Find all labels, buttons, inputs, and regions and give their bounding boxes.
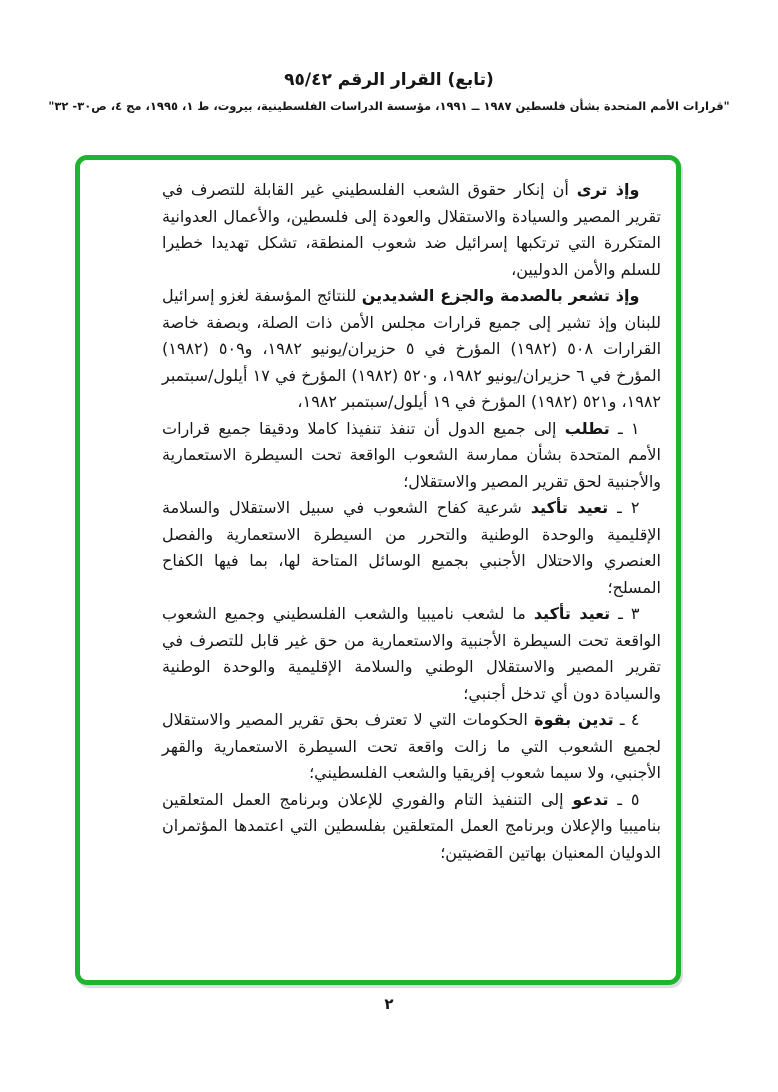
paragraph-body: شرعية كفاح الشعوب في سبيل الاستقلال والسلامة الإقليمية والوحدة الوطنية والتحرر من السيطرة الاستعمارية والفصل العنصري والاحتلال الأجنبي بجميع الوسائل المتاحة لها، بما فيها الكفاح المسلح؛ — [162, 498, 661, 597]
paragraph-lead: تدين بقوة — [534, 710, 614, 729]
document-header — [0, 70, 778, 113]
paragraph-lead: تعيد تأكيد — [530, 498, 609, 517]
preamble-paragraph — [162, 177, 661, 283]
operative-paragraph-5 — [162, 787, 661, 867]
source-citation: "قرارات الأمم المتحدة بشأن فلسطين ١٩٨٧ ــ ١٩٩١، مؤسسة الدراسات الفلسطينية، بيروت، ط ١، ١٩٩٥، مج ٤، ص٣٠- ٣٢" — [48, 99, 730, 113]
paragraph-number: ٢ ـ — [608, 498, 640, 517]
page-title: (تابع) القرار الرقم ٩٥/٤٢ — [284, 70, 494, 90]
operative-paragraph-2 — [162, 495, 661, 601]
paragraph-number: ٣ ـ — [610, 604, 640, 623]
paragraph-lead: وإذ ترى — [576, 180, 640, 199]
operative-paragraph-3 — [162, 601, 661, 707]
preamble-paragraph — [162, 283, 661, 416]
paragraph-number: ١ ـ — [609, 418, 640, 438]
paragraph-body: للنتائج المؤسفة لغزو إسرائيل للبنان وإذ تشير إلى جميع قرارات مجلس الأمن ذات الصلة، وبصفة خاصة القرارات ٥٠٨ (١٩٨٢) المؤرخ في ٥ حزيران/يونيو ١٩٨٢، و٥٠٩ (١٩٨٢) المؤرخ في ٦ حزيران/يونيو ١٩٨٢، و٥٢٠ (١٩٨٢) المؤرخ في ١٧ أيلول/سبتمبر ١٩٨٢، و٥٢١ (١٩٨٢) المؤرخ في ١٩ أيلول/سبتمبر ١٩٨٢، — [162, 286, 662, 411]
paragraph-lead: وإذ تشعر بالصدمة والجزع الشديدين — [361, 286, 640, 305]
page-number: ٢ — [384, 995, 394, 1013]
paragraph-number: ٤ ـ — [613, 710, 640, 729]
document-footer — [0, 995, 778, 1013]
paragraph-body: الحكومات التي لا تعترف بحق تقرير المصير والاستقلال لجميع الشعوب التي ما زالت واقعة تحت السيطرة الاستعمارية والقهر الأجنبي، ولا سيما شعوب إفريقيا والشعب الفلسطيني؛ — [162, 710, 661, 782]
paragraph-number: ٥ ـ — [608, 789, 640, 809]
paragraph-lead: تعيد تأكيد — [533, 604, 611, 623]
paragraph-lead: تدعو — [572, 789, 609, 809]
operative-paragraph-4 — [162, 707, 661, 787]
paragraph-body: ما لشعب ناميبيا والشعب الفلسطيني وجميع الشعوب الواقعة تحت السيطرة الأجنبية والاستعمارية من حق غير قابل للتصرف في تقرير المصير والاستقلال الوطني والسلامة الإقليمية والوحدة الوطنية والسيادة دون أي تدخل أجنبي؛ — [162, 604, 661, 703]
resolution-text — [162, 177, 661, 866]
resolution-frame — [75, 155, 681, 985]
paragraph-body: أن إنكار حقوق الشعب الفلسطيني غير القابلة للتصرف في تقرير المصير والسيادة والاستقلال والعودة إلى فلسطين، والأعمال العدوانية المتكررة التي ترتكبها إسرائيل ضد شعوب المنطقة، تشكل تهديدا خطيرا للسلم والأمن الدوليين، — [162, 180, 661, 279]
paragraph-lead: تطلب — [564, 418, 610, 438]
paragraph-body: إلى التنفيذ التام والفوري للإعلان وبرنامج العمل المتعلقين بناميبيا والإعلان وبرنامج العمل المتعلقين بفلسطين التي اعتمدها المؤتمران الدوليان المعنيان بهاتين القضيتين؛ — [162, 789, 661, 862]
paragraph-body: إلى جميع الدول أن تنفذ تنفيذا كاملا ودقيقا جميع قرارات الأمم المتحدة بشأن ممارسة الشعوب الواقعة تحت السيطرة الاستعمارية والأجنبية لحق تقرير المصير والاستقلال؛ — [162, 418, 661, 491]
operative-paragraph-1 — [162, 416, 661, 496]
